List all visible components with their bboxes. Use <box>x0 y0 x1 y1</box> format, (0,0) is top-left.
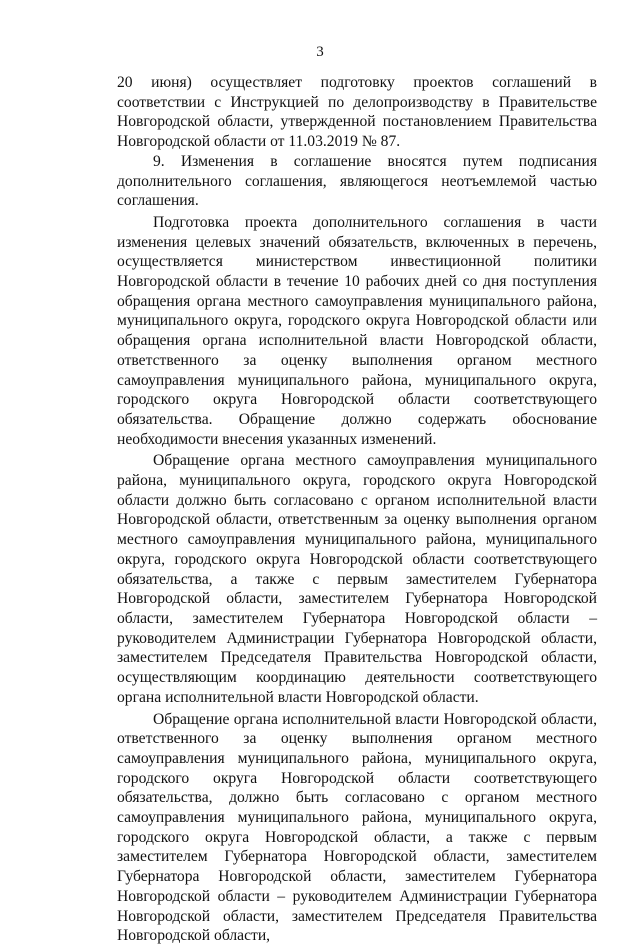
paragraph-preparation: Подготовка проекта дополнительного соглашения в части изменения целевых значений обязательств, включенных в перечень, осуществляется министерством инвестиционной политики Новгородской области в течение 10 рабочих дней со дня поступления обращения органа местного самоуправления муниципального района, муниципального округа, городского округа Новгородской области или обращения органа исполнительной власти Новгородской области, ответственного за оценку выполнения органом местного самоуправления муниципального района, муниципального округа, городского округа Новгородской области соответствующего обязательства. Обращение должно содержать обоснование необходимости внесения указанных изменений. <box>117 213 597 448</box>
paragraph-municipal-appeal: Обращение органа местного самоуправления муниципального района, муниципального округа, городского округа Новгородской области должно быть согласовано с органом исполнительной власти Новгородской области, ответственным за оценку выполнения органом местного самоуправления муниципального района, муниципального округа, городского округа Новгородской области соответствующего обязательства, а также с первым заместителем Губернатора Новгородской области, заместителем Губернатора Новгородской области, заместителем Губернатора Новгородской области – руководителем Администрации Губернатора Новгородской области, заместителем Председателя Правительства Новгородской области, осуществляющим координацию деятельности соответствующего органа исполнительной власти Новгородской области. <box>117 452 597 706</box>
paragraph-executive-appeal: Обращение органа исполнительной власти Новгородской области, ответственного за оценку выполнения органом местного самоуправления муниципального района, муниципального округа, городского округа Новгородской области соответствующего обязательства, должно быть согласовано с органом местного самоуправления муниципального района, муниципального округа, городского округа Новгородской области, а также с первым заместителем Губернатора Новгородской области, заместителем Губернатора Новгородской области, заместителем Губернатора Новгородской области – руководителем Администрации Губернатора Новгородской области, заместителем Председателя Правительства Новгородской области, <box>117 710 597 945</box>
paragraph-item-9: 9. Изменения в соглашение вносятся путем подписания дополнительного соглашения, являющегося неотъемлемой частью соглашения. <box>117 152 597 210</box>
page-number: 3 <box>316 44 324 60</box>
document-body <box>117 73 597 946</box>
paragraph-continuation: 20 июня) осуществляет подготовку проектов соглашений в соответствии с Инструкцией по делопроизводству в Правительстве Новгородской области, утвержденной постановлением Правительства Новгородской области от 11.03.2019 № 87. <box>117 74 597 151</box>
